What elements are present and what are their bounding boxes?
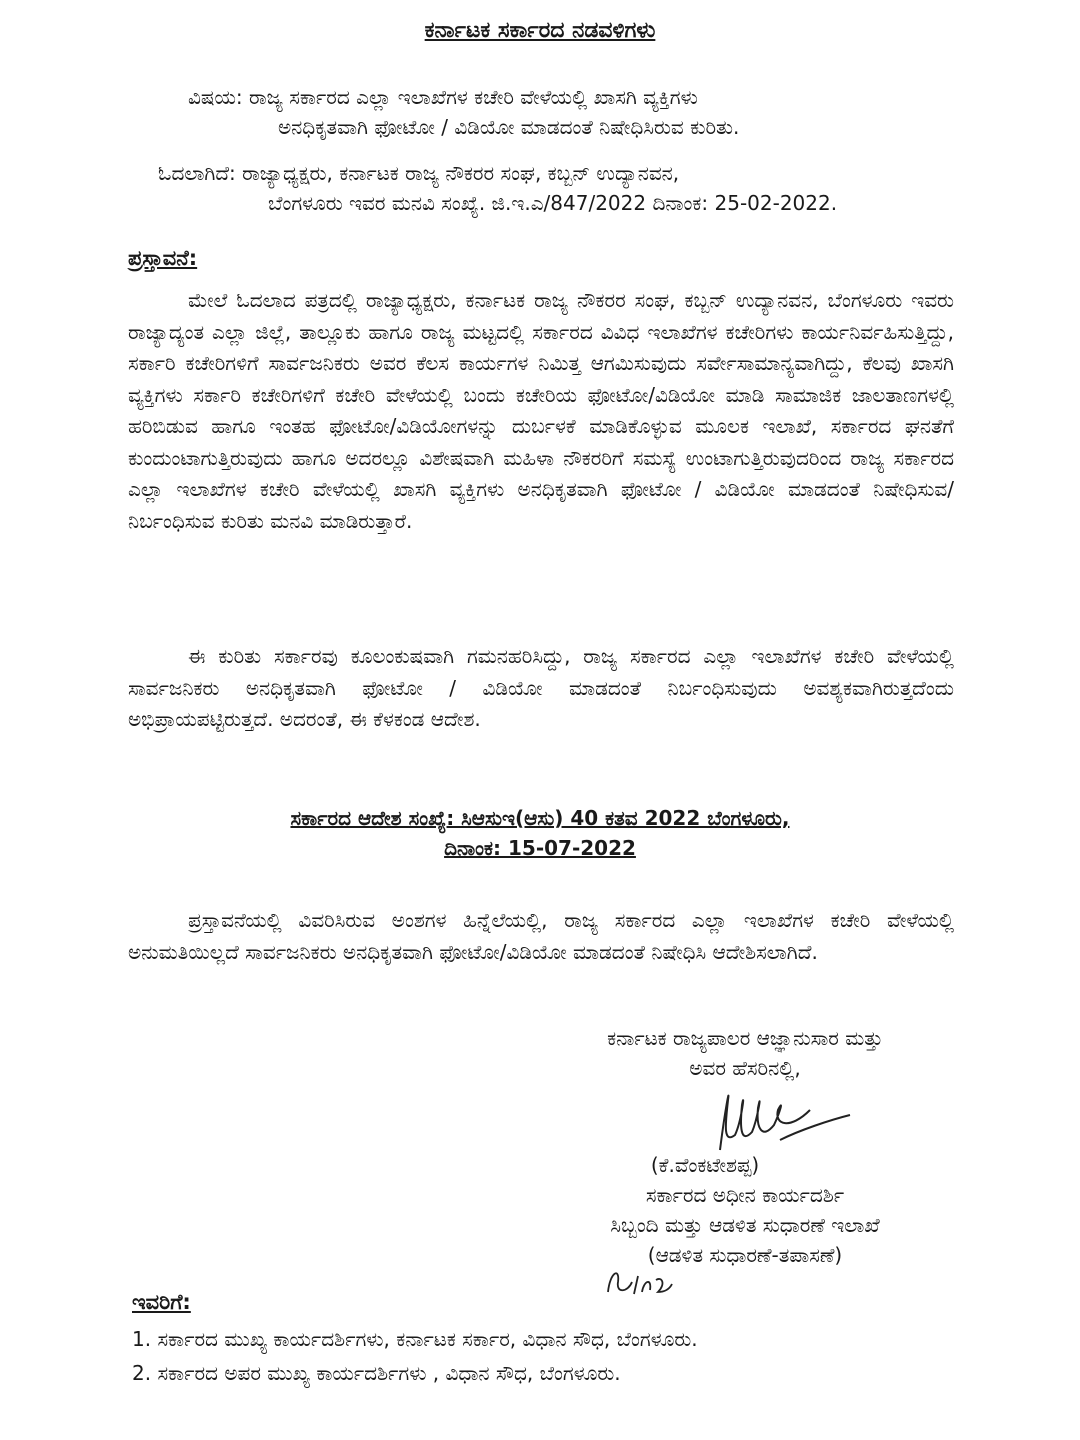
signatory-block (520, 1150, 970, 1270)
signoff-line-2: ಅವರ ಹೆಸರಿನಲ್ಲಿ, (689, 1056, 801, 1080)
signature-image (700, 1080, 860, 1160)
signatory-name: (ಕೆ.ವೆಂಕಟೇಶಪ್ಪ) (650, 1153, 760, 1177)
initials-mark (600, 1262, 690, 1302)
order-paragraph: ಪ್ರಸ್ತಾವನೆಯಲ್ಲಿ ವಿವರಿಸಿರುವ ಅಂಶಗಳ ಹಿನ್ನೆಲೆಯಲ್ಲಿ, ರಾಜ್ಯ ಸರ್ಕಾರದ ಎಲ್ಲಾ ಇಲಾಖೆಗಳ ಕಚೇರಿ ವೇಳೆಯಲ್ಲಿ ಅನುಮತಿಯಿಲ್ಲದೆ ಸಾರ್ವಜನಿಕರು ಅನಧಿಕೃತವಾಗಿ ಫೋಟೋ/ವಿಡಿಯೋ ಮಾಡದಂತೆ ನಿಷೇಧಿಸಿ ಆದೇಶಿಸಲಾಗಿದೆ. (128, 908, 954, 964)
reference-block (158, 158, 958, 218)
subject-line-1: ವಿಷಯ: ರಾಜ್ಯ ಸರ್ಕಾರದ ಎಲ್ಲಾ ಇಲಾಖೆಗಳ ಕಚೇರಿ ವೇಳೆಯಲ್ಲಿ ಖಾಸಗಿ ವ್ಯಕ್ತಿಗಳು (188, 85, 698, 109)
signoff-line-1: ಕರ್ನಾಟಕ ರಾಜ್ಯಪಾಲರ ಆಜ್ಞಾನುಸಾರ ಮತ್ತು (607, 1026, 883, 1050)
order-date: ದಿನಾಂಕ: 15-07-2022 (444, 836, 636, 860)
recipient-item: 1. ಸರ್ಕಾರದ ಮುಖ್ಯ ಕಾರ್ಯದರ್ಶಿಗಳು, ಕರ್ನಾಟಕ ಸರ್ಕಾರ, ವಿಧಾನ ಸೌಧ, ಬೆಂಗಳೂರು. (132, 1327, 698, 1351)
preamble-heading: ಪ್ರಸ್ತಾವನೆ: (128, 246, 198, 270)
signoff-block (520, 1023, 970, 1083)
signatory-designation: ಸರ್ಕಾರದ ಅಧೀನ ಕಾರ್ಯದರ್ಶಿ (645, 1183, 845, 1207)
reference-line-1: ಓದಲಾಗಿದೆ: ರಾಜ್ಯಾಧ್ಯಕ್ಷರು, ಕರ್ನಾಟಕ ರಾಜ್ಯ ನೌಕರರ ಸಂಘ, ಕಬ್ಬನ್ ಉದ್ಯಾನವನ, (158, 161, 680, 185)
recipients-heading: ಇವರಿಗೆ: (132, 1290, 191, 1314)
order-number: ಸರ್ಕಾರದ ಆದೇಶ ಸಂಖ್ಯೆ: ಸಿಆಸುಇ(ಆಸು) 40 ಕತವ 2022 ಬೆಂಗಳೂರು, (290, 806, 790, 830)
preamble-paragraph-1: ಮೇಲೆ ಓದಲಾದ ಪತ್ರದಲ್ಲಿ ರಾಜ್ಯಾಧ್ಯಕ್ಷರು, ಕರ್ನಾಟಕ ರಾಜ್ಯ ನೌಕರರ ಸಂಘ, ಕಬ್ಬನ್ ಉದ್ಯಾನವನ, ಬೆಂಗಳೂರು ಇವರು ರಾಜ್ಯಾದ್ಯಂತ ಎಲ್ಲಾ ಜಿಲ್ಲೆ, ತಾಲ್ಲೂಕು ಹಾಗೂ ರಾಜ್ಯ ಮಟ್ಟದಲ್ಲಿ ಸರ್ಕಾರದ ವಿವಿಧ ಇಲಾಖೆಗಳ ಕಚೇರಿಗಳು ಕಾರ್ಯನಿರ್ವಹಿಸುತ್ತಿದ್ದು, ಸರ್ಕಾರಿ ಕಚೇರಿಗಳಿಗೆ ಸಾರ್ವಜನಿಕರು ಅವರ ಕೆಲಸ ಕಾರ್ಯಗಳ ನಿಮಿತ್ತ ಆಗಮಿಸುವುದು ಸರ್ವೇಸಾಮಾನ್ಯವಾಗಿದ್ದು, ಕೆಲವು ಖಾಸಗಿ ವ್ಯಕ್ತಿಗಳು ಸರ್ಕಾರಿ ಕಚೇರಿಗಳಿಗೆ ಕಚೇರಿ ವೇಳೆಯಲ್ಲಿ ಬಂದು ಕಚೇರಿಯ ಫೋಟೋ/ವಿಡಿಯೋ ಮಾಡಿ ಸಾಮಾಜಿಕ ಜಾಲತಾಣಗಳಲ್ಲಿ ಹರಿಬಿಡುವ ಹಾಗೂ ಇಂತಹ ಫೋಟೋ/ವಿಡಿಯೋಗಳನ್ನು ದುರ್ಬಳಕೆ ಮಾಡಿಕೊಳ್ಳುವ ಮೂಲಕ ಇಲಾಖೆ, ಸರ್ಕಾರದ ಘನತೆಗೆ ಕುಂದುಂಟಾಗುತ್ತಿರುವುದು ಹಾಗೂ ಅದರಲ್ಲೂ ವಿಶೇಷವಾಗಿ ಮಹಿಳಾ ನೌಕರರಿಗೆ ಸಮಸ್ಯೆ ಉಂಟಾಗುತ್ತಿರುವುದರಿಂದ ರಾಜ್ಯ ಸರ್ಕಾರದ ಎಲ್ಲಾ ಇಲಾಖೆಗಳ ಕಚೇರಿ ವೇಳೆಯಲ್ಲಿ ಖಾಸಗಿ ವ್ಯಕ್ತಿಗಳು ಅನಧಿಕೃತವಾಗಿ ಫೋಟೋ / ವಿಡಿಯೋ ಮಾಡದಂತೆ ನಿಷೇಧಿಸುವ/ನಿರ್ಬಂಧಿಸುವ ಕುರಿತು ಮನವಿ ಮಾಡಿರುತ್ತಾರೆ. (128, 288, 954, 533)
subject-block (188, 82, 958, 142)
preamble-paragraph-2: ಈ ಕುರಿತು ಸರ್ಕಾರವು ಕೂಲಂಕುಷವಾಗಿ ಗಮನಹರಿಸಿದ್ದು, ರಾಜ್ಯ ಸರ್ಕಾರದ ಎಲ್ಲಾ ಇಲಾಖೆಗಳ ಕಚೇರಿ ವೇಳೆಯಲ್ಲಿ ಸಾರ್ವಜನಿಕರು ಅನಧಿಕೃತವಾಗಿ ಫೋಟೋ / ವಿಡಿಯೋ ಮಾಡದಂತೆ ನಿರ್ಬಂಧಿಸುವುದು ಅವಶ್ಯಕವಾಗಿರುತ್ತದೆಂದು ಅಭಿಪ್ರಾಯಪಟ್ಟಿರುತ್ತದೆ. ಅದರಂತೆ, ಈ ಕೆಳಕಂಡ ಆದೇಶ. (128, 644, 954, 731)
subject-line-2: ಅನಧಿಕೃತವಾಗಿ ಫೋಟೋ / ವಿಡಿಯೋ ಮಾಡದಂತೆ ನಿಷೇಧಿಸಿರುವ ಕುರಿತು. (278, 115, 740, 139)
order-heading (0, 803, 1080, 863)
signatory-section: (ಆಡಳಿತ ಸುಧಾರಣೆ-ತಪಾಸಣೆ) (647, 1243, 843, 1267)
document-title: ಕರ್ನಾಟಕ ಸರ್ಕಾರದ ನಡವಳಿಗಳು (424, 18, 656, 43)
signatory-department: ಸಿಬ್ಬಂದಿ ಮತ್ತು ಆಡಳಿತ ಸುಧಾರಣೆ ಇಲಾಖೆ (610, 1213, 880, 1237)
recipient-item: 2. ಸರ್ಕಾರದ ಅಪರ ಮುಖ್ಯ ಕಾರ್ಯದರ್ಶಿಗಳು , ವಿಧಾನ ಸೌಧ, ಬೆಂಗಳೂರು. (132, 1361, 621, 1385)
recipients-list (132, 1322, 972, 1390)
reference-line-2: ಬೆಂಗಳೂರು ಇವರ ಮನವಿ ಸಂಖ್ಯೆ. ಜಿ.ಇ.ಎ/847/2022 ದಿನಾಂಕ: 25-02-2022. (268, 191, 838, 215)
